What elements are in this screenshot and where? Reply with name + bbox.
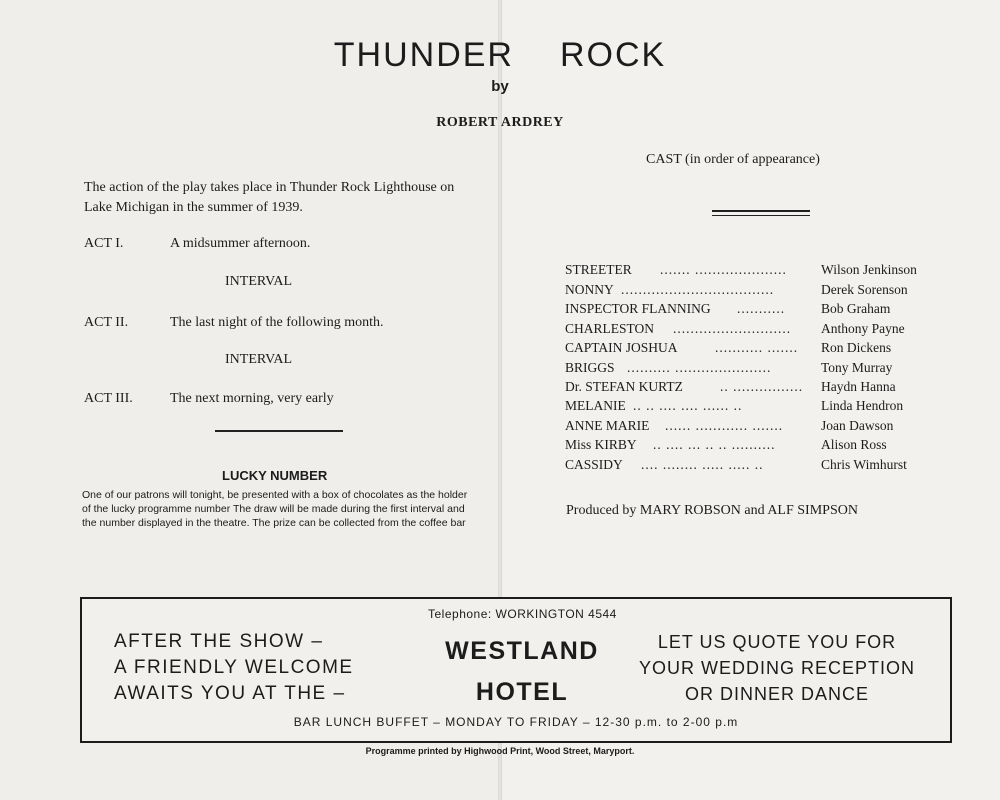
advert-right-text: LET US QUOTE YOU FOR YOUR WEDDING RECEPTION OR DINNER DANCE [638, 632, 915, 704]
act-3: ACT III. The next morning, very early [84, 391, 334, 406]
hotel-name: WESTLAND HOTEL [445, 637, 599, 706]
cast-divider [712, 210, 810, 212]
hotel-advert [80, 597, 952, 743]
play-setting: The action of the play takes place in Thunder Rock Lighthouse on Lake Michigan in the summer of 1939. [84, 180, 455, 215]
act-2: ACT II. The last night of the following month. [84, 315, 384, 330]
cast-row: NONNY ................................... Derek Sorenson [565, 282, 908, 297]
cast-row: CAPTAIN JOSHUA ........... ....... Ron Dickens [565, 340, 892, 355]
interval-1: INTERVAL [225, 274, 293, 289]
cast-row: ANNE MARIE ...... ............ ....... Joan Dawson [565, 418, 894, 433]
cast-divider-thin [712, 215, 810, 216]
cast-row: BRIGGS .......... ...................... Tony Murray [565, 360, 893, 375]
cast-row: MELANIE .. .. .... .... ...... .. Linda Hendron [565, 398, 904, 413]
cast-row: INSPECTOR FLANNING ........... Bob Graham [565, 301, 891, 316]
lucky-number-text: One of our patrons will tonight, be presented with a box of chocolates as the holder of the lucky programme number The draw will be made during the first interval and the number displayed in the theatre. The prize can be collected from the coffee bar [82, 489, 468, 529]
cast-heading: CAST (in order of appearance) [646, 152, 820, 167]
printer-credit: Programme printed by Highwood Print, Wood Street, Maryport. [365, 746, 635, 756]
telephone-number: Telephone: WORKINGTON 4544 [428, 607, 617, 621]
cast-row: Miss KIRBY .. .... ... .. .. .......... Alison Ross [565, 437, 887, 452]
cast-row: CHARLESTON ........................... Anthony Payne [565, 321, 905, 336]
advert-left-text: AFTER THE SHOW – A FRIENDLY WELCOME AWAITS YOU AT THE – [114, 631, 354, 704]
divider-rule [215, 430, 343, 432]
cast-row: Dr. STEFAN KURTZ .. ................ Haydn Hanna [565, 379, 896, 394]
by-label: by [491, 78, 509, 95]
act-1: ACT I. A midsummer afternoon. [84, 236, 311, 251]
cast-row: CASSIDY .... ........ ..... ..... .. Chris Wimhurst [565, 457, 907, 472]
lucky-number-heading: LUCKY NUMBER [222, 468, 328, 483]
cast-row: STREETER ....... ..................... Wilson Jenkinson [565, 262, 917, 277]
interval-2: INTERVAL [225, 352, 293, 367]
bar-lunch-line: BAR LUNCH BUFFET – MONDAY TO FRIDAY – 12-30 p.m. to 2-00 p.m [293, 715, 739, 729]
author-name: ROBERT ARDREY [436, 115, 564, 130]
produced-by: Produced by MARY ROBSON and ALF SIMPSON [566, 503, 858, 518]
play-title: THUNDER ROCK [333, 36, 667, 74]
